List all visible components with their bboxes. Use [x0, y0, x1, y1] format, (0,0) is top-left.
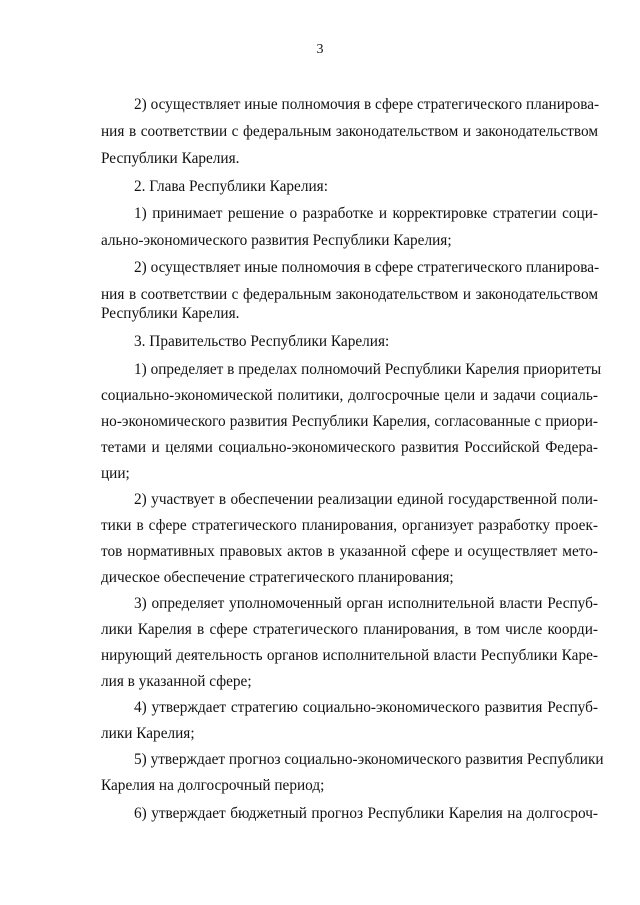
text-line: ния в соответствии с федеральным законодательством и законодательством: [101, 286, 598, 303]
text-line: 2) участвует в обеспечении реализации единой государственной поли-: [134, 491, 598, 508]
text-line: лики Карелия в сфере стратегического планирования, в том числе коорди-: [101, 621, 598, 638]
text-line: ции;: [101, 465, 130, 482]
text-line: социально-экономической политики, долгосрочные цели и задачи социаль-: [101, 387, 598, 404]
text-line: Карелия на долгосрочный период;: [101, 777, 325, 794]
text-line: 2) осуществляет иные полномочия в сфере стратегического планирова-: [134, 96, 600, 113]
text-line: 4) утверждает стратегию социально-экономического развития Респуб-: [134, 699, 598, 716]
text-line: тов нормативных правовых актов в указанной сфере и осуществляет мето-: [101, 543, 598, 560]
text-line: 1) принимает решение о разработке и корректировке стратегии соци-: [134, 205, 598, 222]
section-heading: 2. Глава Республики Карелия:: [134, 178, 328, 195]
text-line: тетами и целями социально-экономического развития Российской Федера-: [101, 439, 598, 456]
text-line: лия в указанной сфере;: [101, 673, 252, 690]
page-number: 3: [316, 42, 324, 57]
text-line: ально-экономического развития Республики Карелия;: [101, 232, 452, 249]
text-line: 6) утверждает бюджетный прогноз Республики Карелия на долгосроч-: [134, 805, 598, 822]
text-line: нирующий деятельность органов исполнительной власти Республики Каре-: [101, 647, 598, 664]
text-line: 2) осуществляет иные полномочия в сфере стратегического планирова-: [134, 259, 600, 276]
text-line: Республики Карелия.: [101, 150, 240, 167]
text-line: 5) утверждает прогноз социально-экономического развития Республики: [134, 751, 604, 768]
text-line: дическое обеспечение стратегического планирования;: [101, 569, 454, 586]
text-line: 3) определяет уполномоченный орган исполнительной власти Респуб-: [134, 595, 598, 612]
text-line: ния в соответствии с федеральным законодательством и законодательством: [101, 123, 598, 140]
section-heading: 3. Правительство Республики Карелия:: [134, 333, 390, 350]
text-line: тики в сфере стратегического планирования, организует разработку проек-: [101, 517, 598, 534]
text-line: Республики Карелия.: [101, 305, 240, 322]
text-line: но-экономического развития Республики Карелия, согласованные с приори-: [101, 413, 598, 430]
text-line: лики Карелия;: [101, 725, 195, 742]
text-line: 1) определяет в пределах полномочий Республики Карелия приоритеты: [134, 361, 602, 378]
